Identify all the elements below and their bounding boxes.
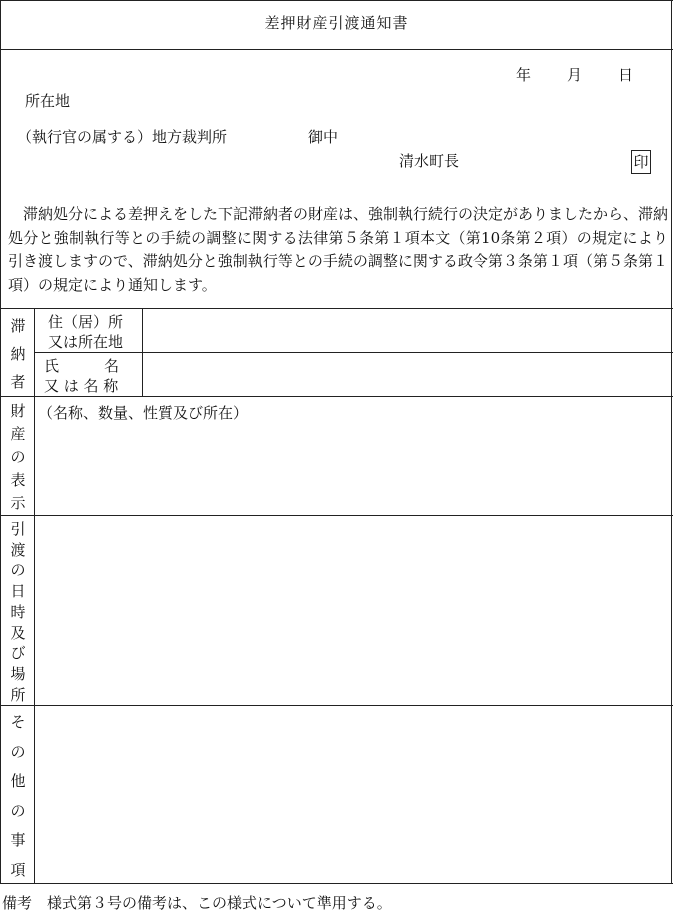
delinquent-bottom-line [0,396,673,397]
sublabel-column-line [142,308,143,397]
address-label-line1: 住（居）所 [48,313,124,331]
delivery-label: 引 渡 の 日 時 及 び 場 所 [10,520,26,704]
date-month: 月 [567,66,583,84]
notice-body: 滞納処分による差押えをした下記滞納者の財産は、強制執行続行の決定がありましたから、滞納処分と強制執行等との手続の調整に関する法律第５条第１項本文（第10条第２項）の規定により引き渡しますので、滞納処分と強制執行等との手続の調整に関する政令第３条第１項（第５条第１項）の規定により通知します。 [8,205,669,294]
sender-name: 清水町長 [399,152,460,170]
name-value[interactable] [150,356,665,394]
label-column-line [34,308,35,884]
title-divider [0,49,673,50]
table-top-line [0,308,673,309]
addressee-court: （執行官の属する）地方裁判所 [17,128,228,146]
address-value[interactable] [150,312,665,350]
date-day: 日 [618,66,634,84]
addressee-honorific: 御中 [308,128,339,146]
border-right [671,0,672,884]
name-label-line1: 氏 名 [44,357,120,375]
border-left [0,0,1,884]
border-top [0,0,673,1]
property-bottom-line [0,515,673,516]
other-label: そ の 他 の 事 項 [10,713,26,879]
border-bottom [0,883,673,884]
date-year: 年 [516,66,532,84]
page-title: 差押財産引渡通知書 [264,14,409,32]
addressee-location: 所在地 [25,92,71,110]
property-label: 財 産 の 表 示 [10,402,26,512]
property-hint: （名称、数量、性質及び所在） [38,404,249,422]
seal-mark: 印 [631,150,651,174]
remark-note: 備考 様式第３号の備考は、この様式について準用する。 [2,894,392,912]
delinquent-label: 滞 納 者 [10,317,26,391]
delivery-bottom-line [0,705,673,706]
name-label-line2: 又 は 名 称 [44,377,119,395]
address-label-line2: 又は所在地 [48,333,124,351]
address-row-line [34,352,673,353]
